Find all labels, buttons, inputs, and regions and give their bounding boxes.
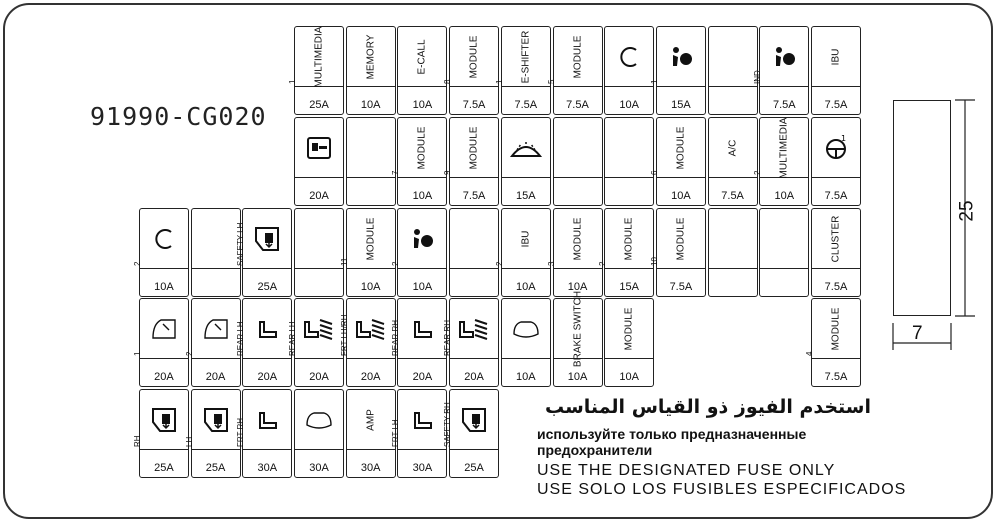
fuse-number: 10 [649,256,659,266]
fuse-slot [811,208,861,297]
fuse-divider [605,358,653,359]
fuse-slot [811,117,861,206]
fuse-label: MODULE [830,307,842,350]
fuse-slot [553,290,603,387]
fuse-rating: 10A [360,99,381,111]
fuse-slot [236,389,292,478]
fuse-rating: 7.5A [772,99,796,111]
fuse-slot [391,208,447,297]
fuse-slot [339,298,396,387]
fuse-divider [709,86,757,87]
fuse-divider [450,449,498,450]
fuse-number: IND [753,69,763,84]
fuse-slot [236,298,292,387]
fuse-number: REAR LH [288,320,297,356]
fuse-label: MODULE [675,217,687,260]
fuse-divider [243,358,291,359]
fuse-rating: 20A [309,190,329,202]
fuse-divider [140,268,188,269]
fuse-divider [760,86,808,87]
fuse-slot [753,26,809,115]
fuse-divider [295,449,343,450]
fuse-rating: 7.5A [514,99,538,111]
fuse-divider [192,358,240,359]
fuse-divider [295,358,343,359]
fuse-divider [605,86,653,87]
fuse-rating: 10A [774,190,795,202]
fuse-number: 2 [598,261,608,266]
fuse-rating: 15A [516,190,536,202]
fuse-divider [760,268,808,269]
fuse-divider [140,449,188,450]
fuse-label: AMP [365,408,377,431]
fuse-label: MODULE [675,126,687,169]
fuse-rating: 25A [309,99,329,111]
fuse-rating: 25A [464,462,484,474]
fuse-divider [450,86,498,87]
fuse-label: MODULE [365,217,377,260]
fuse-number: 7 [391,170,401,175]
fuse-rating: 10A [360,281,381,293]
fuse-rating: 7.5A [721,190,744,202]
fuse-slot [708,117,758,206]
fuse-slot [288,298,344,387]
fuse-divider [192,449,240,450]
fuse-slot [443,26,499,115]
fuse-number: 3 [546,261,556,266]
fuse-rating: 15A [671,99,691,111]
fuse-divider [140,358,188,359]
fuse-divider [812,177,860,178]
fuse-number: LH [184,436,194,447]
fuse-divider [657,86,705,87]
fuse-rating: 25A [257,281,278,293]
fuse-rating: 10A [412,190,433,202]
fuse-divider [450,268,498,269]
fuse-divider [398,86,446,87]
fuse-slot [501,298,551,387]
fuse-number: 2 [391,261,401,266]
fuse-label: MODULE [468,126,480,169]
fuse-slot [604,117,654,206]
fuse-label: MULTIMEDIA [778,117,790,179]
fuse-rating: 7.5A [824,190,848,202]
fuse-slot [649,117,706,206]
fuse-divider [243,449,291,450]
fuse-slot [288,26,344,115]
fuse-slot [811,26,861,115]
fuse-label: E-SHIFTER [520,30,532,83]
fuse-number: RH [132,435,142,447]
fuse-rating: 10A [619,99,639,111]
fuse-divider [192,268,240,269]
fuse-number: 1 [649,79,659,84]
fuse-rating: 20A [464,371,484,383]
fuse-number: 1 [288,79,297,84]
fuse-slot [708,26,758,115]
fuse-divider [605,177,653,178]
fuse-number: REAR LH [236,320,246,356]
fuse-slot [443,117,499,206]
fuse-rating: 20A [309,371,329,383]
fuse-number: 4 [805,351,814,356]
fuse-divider [554,86,602,87]
fuse-label: BRAKE SWITCH [572,290,583,367]
fuse-number: FRT RH [236,417,246,447]
warning-russian: используйте только предназначенные предохранители [537,426,807,458]
fuse-divider [450,358,498,359]
fuse-slot [501,117,551,206]
fuse-number: 5 [546,79,556,84]
fuse-slot [649,26,706,115]
fuse-label: MODULE [572,217,583,260]
part-number: 91990-CG020 [90,102,267,131]
fuse-label: MODULE [572,35,583,78]
fuse-number: 2 [184,351,194,356]
fuse-number: 9 [443,170,453,175]
fuse-number: FRT LH [391,418,401,447]
fuse-slot [759,208,809,297]
fuse-number: 2 [494,261,504,266]
fuse-slot [708,208,758,297]
fuse-divider [243,268,291,269]
warning-english: USE THE DESIGNATED FUSE ONLY [537,462,836,479]
height-dimension: 25 [956,200,978,222]
fuse-divider [812,268,860,269]
fuse-rating: 7.5A [824,371,848,383]
fuse-number: 2 [132,261,142,266]
fuse-number: FRT LH/RH [339,314,349,356]
fuse-rating: 20A [154,371,174,383]
fuse-number: 1 [132,351,142,356]
fuse-rating: 7.5A [824,281,848,293]
fuse-slot [546,208,603,297]
fuse-rating: 10A [412,99,433,111]
fuse-divider [347,177,395,178]
fuse-divider [812,358,860,359]
fuse-slot [294,389,344,478]
fuse-rating: 20A [205,371,226,383]
fuse-slot [391,389,447,478]
fuse-divider [502,268,550,269]
fuse-divider [502,358,550,359]
fuse-number: REAR RH [391,319,401,356]
fuse-slot [294,208,344,297]
fuse-slot [753,117,809,206]
fuse-slot [236,208,292,297]
fuse-rating: 20A [412,371,433,383]
fuse-slot [184,389,241,478]
fuse-label: IBU [830,48,842,65]
fuse-label: MODULE [623,217,635,260]
fuse-label: MODULE [623,307,635,350]
fuse-slot [604,26,654,115]
fuse-rating: 7.5A [669,281,693,293]
fuse-slot [346,117,396,206]
fuse-slot [132,389,189,478]
fuse-divider [398,358,446,359]
width-dimension: 7 [912,323,923,344]
fuse-divider [812,86,860,87]
fuse-label: A/C [727,139,739,156]
fuse-rating: 7.5A [462,190,486,202]
warning-spanish: USE SOLO LOS FUSIBLES ESPECIFICADOS [537,481,907,498]
fuse-label: MULTIMEDIA [313,26,325,88]
fuse-label: IBU [520,230,532,247]
fuse-slot [397,26,447,115]
fuse-rating: 15A [619,281,639,293]
fuse-number: 2 [753,170,763,175]
fuse-slot [294,117,344,206]
fuse-slot [339,208,396,297]
fuse-label: MEMORY [365,34,377,79]
fuse-divider [554,268,602,269]
fuse-label: E-CALL [416,39,428,75]
fuse-rating: 10A [412,281,433,293]
fuse-slot [494,208,551,297]
fuse-rating: 10A [516,281,536,293]
fuse-rating: 25A [154,462,174,474]
fuse-divider [347,449,395,450]
fuse-divider [347,268,395,269]
fuse-number: 8 [443,79,453,84]
fuse-divider [295,268,343,269]
fuse-rating: 30A [257,462,278,474]
fuse-slot [191,208,241,297]
fuse-rating: 10A [154,281,174,293]
fuse-slot [443,389,499,478]
fuse-rating: 10A [567,281,588,293]
warning-arabic: استخدم الفيوز ذو القياس المناسب [545,396,871,418]
fuse-slot [449,208,499,297]
fuse-slot [649,208,706,297]
fuse-divider [554,177,602,178]
fuse-slot [546,26,603,115]
fuse-divider [398,449,446,450]
fuse-divider [605,268,653,269]
fuse-rating: 10A [671,190,691,202]
fuse-divider [502,86,550,87]
fuse-number: SAFETY LH [236,222,246,266]
fuse-divider [709,177,757,178]
fuse-slot [132,298,189,387]
fuse-divider [347,86,395,87]
fuse-slot [553,117,603,206]
fuse-number: SAFETY RH [443,401,453,447]
fuse-rating: 10A [619,371,639,383]
fuse-slot [132,208,189,297]
fuse-rating: 20A [257,371,278,383]
fuse-divider [347,358,395,359]
fuse-rating: 10A [516,371,536,383]
fuse-slot [598,208,654,297]
fuse-rating: 7.5A [566,99,589,111]
fuse-rating: 7.5A [824,99,848,111]
fuse-slot [184,298,241,387]
fuse-number: REAR RH [443,319,453,356]
fuse-slot [494,26,551,115]
fuse-slot [391,298,447,387]
fuse-rating: 10A [567,371,588,383]
fuse-label: CLUSTER [830,215,842,262]
fuse-divider [657,177,705,178]
fuse-number: 11 [339,257,349,266]
fuse-slot [391,117,447,206]
fuse-slot [346,26,396,115]
svg-text:1: 1 [841,134,847,143]
fuse-rating: 20A [360,371,381,383]
fuse-slot [443,298,499,387]
dimension-lines [880,95,990,355]
fuse-rating: 30A [412,462,433,474]
fuse-divider [450,177,498,178]
fuse-divider [398,177,446,178]
fuse-number: 6 [649,170,659,175]
fuse-rating: 30A [360,462,381,474]
fuse-divider [657,268,705,269]
fuse-slot [346,389,396,478]
fuse-slot [805,298,861,387]
fuse-divider [398,268,446,269]
fuse-number: 1 [494,79,504,84]
fuse-rating: 25A [205,462,226,474]
fuse-slot [604,298,654,387]
fuse-rating: 7.5A [462,99,486,111]
fuse-divider [502,177,550,178]
fuse-rating: 30A [309,462,329,474]
fuse-label: MODULE [416,126,428,169]
fuse-divider [709,268,757,269]
fuse-divider [295,177,343,178]
fuse-label: MODULE [468,35,480,78]
